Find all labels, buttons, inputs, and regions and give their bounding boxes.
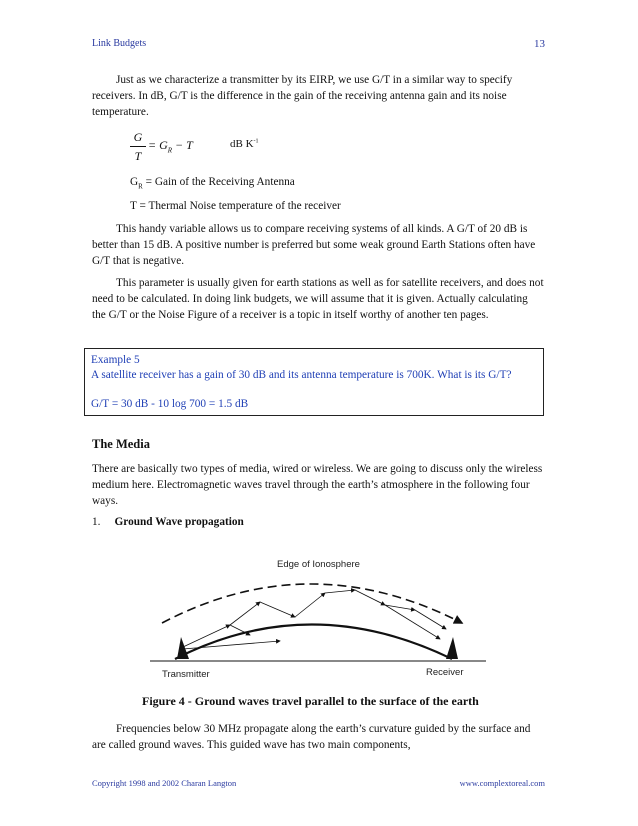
ground-wave-diagram (140, 555, 500, 685)
ionosphere-label: Edge of Ionosphere (277, 559, 360, 570)
example-box (84, 348, 544, 416)
footer-copyright: Copyright 1998 and 2002 Charan Langton (92, 778, 237, 788)
paragraph-gt-given: This parameter is usually given for earth stations as well as for satellite receivers, and does not need to be calculated. In doing link budgets, we will assume that it is given. Actually calculating the G/T or the Noise Figure of a receiver is a topic in itself worthy of another ten pages. (92, 277, 544, 322)
page-number: 13 (534, 38, 545, 50)
example-question: A satellite receiver has a gain of 30 dB and its antenna temperature is 700K. What is its G/T? (91, 369, 512, 381)
equation-fraction (130, 130, 146, 163)
equation-denominator: T (134, 149, 142, 163)
definition-t: T = Thermal Noise temperature of the receiver (130, 200, 341, 212)
example-answer: G/T = 30 dB - 10 log 700 = 1.5 dB (91, 398, 249, 410)
transmitter-label: Transmitter (162, 669, 210, 680)
equation-rhs: = $G_R - T$ (148, 138, 193, 155)
paragraph-gt-compare: This handy variable allows us to compare receiving systems of all kinds. A G/T of 20 dB is better than 15 dB. A positive number is preferred but some weak ground Earth Stations often have G/T that is negative. (92, 223, 536, 268)
section-heading: The Media (92, 437, 150, 451)
footer-website: www.complextoreal.com (459, 778, 545, 788)
paragraph-media: There are basically two types of media, wired or wireless. We are going to discuss only the wireless medium here. Electromagnetic waves travel through the earth’s atmosphere in the following four ways. (92, 463, 543, 508)
running-header-title: Link Budgets (92, 38, 147, 49)
paragraph-gt-intro: Just as we characterize a transmitter by its EIRP, we use G/T in a similar way to specify receivers. In dB, G/T is the difference in the gain of the receiving antenna gain and its noise temperature. (92, 74, 513, 119)
ground-wave-illustration (140, 555, 500, 685)
transmitter-antenna (177, 637, 189, 659)
definition-gr: $G_R$ = Gain of the Receiving Antenna (130, 176, 295, 191)
equation-numerator: G (133, 130, 143, 144)
example-title: Example 5 (91, 354, 140, 366)
earth-surface (175, 625, 452, 660)
paragraph-ground-waves: Frequencies below 30 MHz propagate along the earth’s curvature guided by the surface and are called ground waves. This guided wave has two main components, (92, 723, 531, 752)
list-item-ground-wave: 1. Ground Wave propagation (92, 516, 244, 528)
receiver-antenna (446, 637, 458, 659)
equation-unit: dB $K^{-1}$ (230, 138, 259, 150)
receiver-label: Receiver (426, 667, 464, 678)
figure-caption: Figure 4 - Ground waves travel parallel to the surface of the earth (142, 694, 479, 708)
fraction-bar (130, 146, 146, 147)
